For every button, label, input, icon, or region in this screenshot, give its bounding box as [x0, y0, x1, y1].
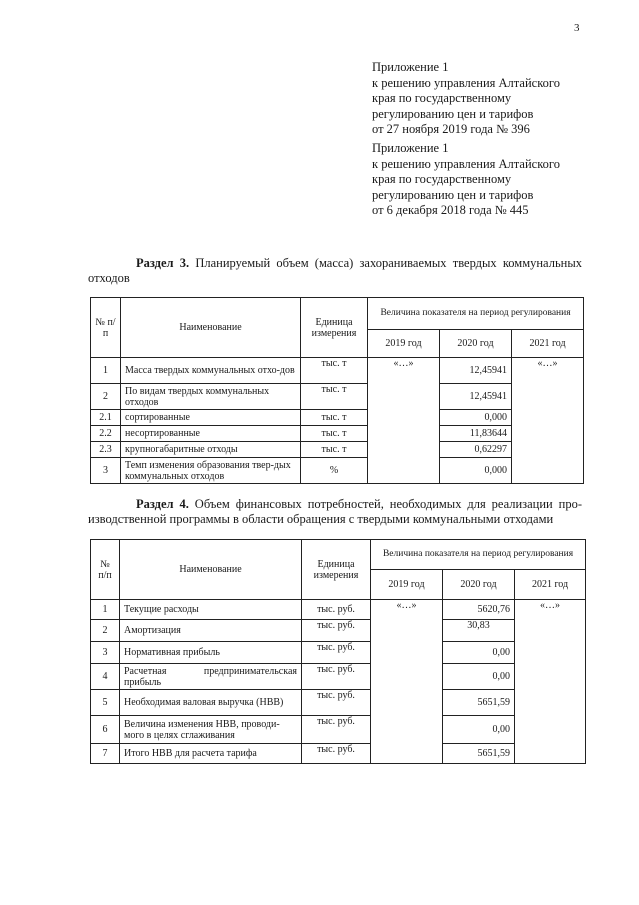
- placeholder-2021: «…»: [515, 600, 586, 764]
- row-name: Необходимая валовая выручка (НВВ): [120, 690, 302, 716]
- table-row: [91, 716, 586, 744]
- row-num: 2: [91, 620, 120, 642]
- row-unit: тыс. т: [301, 358, 368, 384]
- table-row: [91, 410, 584, 426]
- placeholder-2021: «…»: [512, 358, 584, 484]
- row-num: 1: [91, 600, 120, 620]
- appendix-line: к решению управления Алтайского: [372, 75, 560, 90]
- section3-title-line1: Планируемый объем (масса) захораниваемых твердых коммунальных: [195, 256, 582, 270]
- appendix-line: регулированию цен и тарифов: [372, 187, 534, 202]
- row-name: Амортизация: [120, 620, 302, 642]
- row-unit: тыс. руб.: [302, 664, 371, 690]
- row-num: 2.2: [91, 426, 121, 442]
- row-value-2020: 5651,59: [443, 744, 515, 764]
- row-value-2020: 0,000: [440, 410, 512, 426]
- section4-title: [88, 497, 582, 527]
- row-num: 3: [91, 642, 120, 664]
- row-num: 2: [91, 384, 121, 410]
- header-year-2020: 2020 год: [443, 570, 515, 600]
- row-num: 2.1: [91, 410, 121, 426]
- table-row: [91, 426, 584, 442]
- row-unit: тыс. руб.: [302, 690, 371, 716]
- row-num: 3: [91, 458, 121, 484]
- placeholder-2019: «…»: [368, 358, 440, 484]
- row-name: Нормативная прибыль: [120, 642, 302, 664]
- row-value-2020: 0,00: [443, 642, 515, 664]
- header-period: Величина показателя на период регулирования: [371, 540, 586, 570]
- table-row: [91, 744, 586, 764]
- row-name: Текущие расходы: [120, 600, 302, 620]
- row-unit: тыс. т: [301, 426, 368, 442]
- header-name: Наименование: [121, 298, 301, 358]
- row-name: Расчетная предпринимательская прибыль: [120, 664, 302, 690]
- row-unit: тыс. руб.: [302, 600, 371, 620]
- row-value-2020: 12,45941: [440, 384, 512, 410]
- row-name: Масса твердых коммунальных отхо-дов: [121, 358, 301, 384]
- appendix-line: края по государственному: [372, 172, 512, 186]
- row-num: 7: [91, 744, 120, 764]
- appendix-line: Приложение 1: [372, 141, 449, 155]
- section4-table: [90, 539, 586, 764]
- header-year-2020: 2020 год: [440, 330, 512, 358]
- row-unit: тыс. т: [301, 442, 368, 458]
- section3-title-line2: отходов: [88, 271, 130, 285]
- row-unit: тыс. т: [301, 410, 368, 426]
- appendix-block-2019: [372, 60, 560, 138]
- appendix-line: Приложение 1: [372, 60, 449, 74]
- row-unit: %: [301, 458, 368, 484]
- row-name: Итого НВВ для расчета тарифа: [120, 744, 302, 764]
- row-unit: тыс. руб.: [302, 716, 371, 744]
- section4-label: Раздел 4.: [136, 497, 189, 511]
- appendix-line: края по государственному: [372, 91, 512, 105]
- table-row: [91, 620, 586, 642]
- row-name: сортированные: [121, 410, 301, 426]
- header-unit: Единица измерения: [302, 540, 371, 600]
- row-name: По видам твердых коммунальных отходов: [121, 384, 301, 410]
- row-unit: тыс. руб.: [302, 620, 371, 642]
- section3-label: Раздел 3.: [136, 256, 190, 270]
- row-value-2020: 0,00: [443, 664, 515, 690]
- table-row: [91, 384, 584, 410]
- section3-title: [88, 256, 582, 286]
- row-value-2020: 11,83644: [440, 426, 512, 442]
- appendix-line: от 27 ноября 2019 года № 396: [372, 122, 530, 136]
- header-year-2019: 2019 год: [368, 330, 440, 358]
- table-row: [91, 642, 586, 664]
- header-year-2021: 2021 год: [512, 330, 584, 358]
- row-name: крупногабаритные отходы: [121, 442, 301, 458]
- placeholder-2019: «…»: [371, 600, 443, 764]
- row-value-2020: 12,45941: [440, 358, 512, 384]
- table-row: [91, 664, 586, 690]
- row-name: несортированные: [121, 426, 301, 442]
- row-unit: тыс. руб.: [302, 744, 371, 764]
- row-unit: тыс. руб.: [302, 642, 371, 664]
- row-name: Темп изменения образования твер-дых коммунальных отходов: [121, 458, 301, 484]
- row-value-2020: 0,62297: [440, 442, 512, 458]
- row-value-2020: 30,83: [443, 620, 515, 642]
- row-value-2020: 5620,76: [443, 600, 515, 620]
- row-num: 5: [91, 690, 120, 716]
- row-num: 2.3: [91, 442, 121, 458]
- row-value-2020: 5651,59: [443, 690, 515, 716]
- section3-table: [90, 297, 584, 484]
- table-row: [91, 690, 586, 716]
- table-row: [91, 458, 584, 484]
- row-value-2020: 0,00: [443, 716, 515, 744]
- section4-title-line2: изводственной программы в области обращения с твердыми коммунальными отходами: [88, 512, 554, 526]
- header-period: Величина показателя на период регулирования: [368, 298, 584, 330]
- header-name: Наименование: [120, 540, 302, 600]
- header-unit: Единица измерения: [301, 298, 368, 358]
- section4-title-line1: Объем финансовых потребностей, необходимых для реализации про-: [194, 497, 582, 511]
- header-num: № п/п: [91, 540, 120, 600]
- row-value-2020: 0,000: [440, 458, 512, 484]
- row-num: 4: [91, 664, 120, 690]
- row-num: 1: [91, 358, 121, 384]
- page-number: 3: [574, 22, 580, 34]
- header-num: № п/п: [91, 298, 121, 358]
- row-name: Величина изменения НВВ, проводи-мого в целях сглаживания: [120, 716, 302, 744]
- row-num: 6: [91, 716, 120, 744]
- row-unit: тыс. т: [301, 384, 368, 410]
- header-year-2019: 2019 год: [371, 570, 443, 600]
- table-row: [91, 358, 584, 384]
- appendix-line: от 6 декабря 2018 года № 445: [372, 203, 529, 217]
- appendix-line: регулированию цен и тарифов: [372, 106, 534, 121]
- header-year-2021: 2021 год: [515, 570, 586, 600]
- appendix-line: к решению управления Алтайского: [372, 156, 560, 171]
- table-row: [91, 600, 586, 620]
- table-row: [91, 442, 584, 458]
- appendix-block-2018: [372, 141, 560, 219]
